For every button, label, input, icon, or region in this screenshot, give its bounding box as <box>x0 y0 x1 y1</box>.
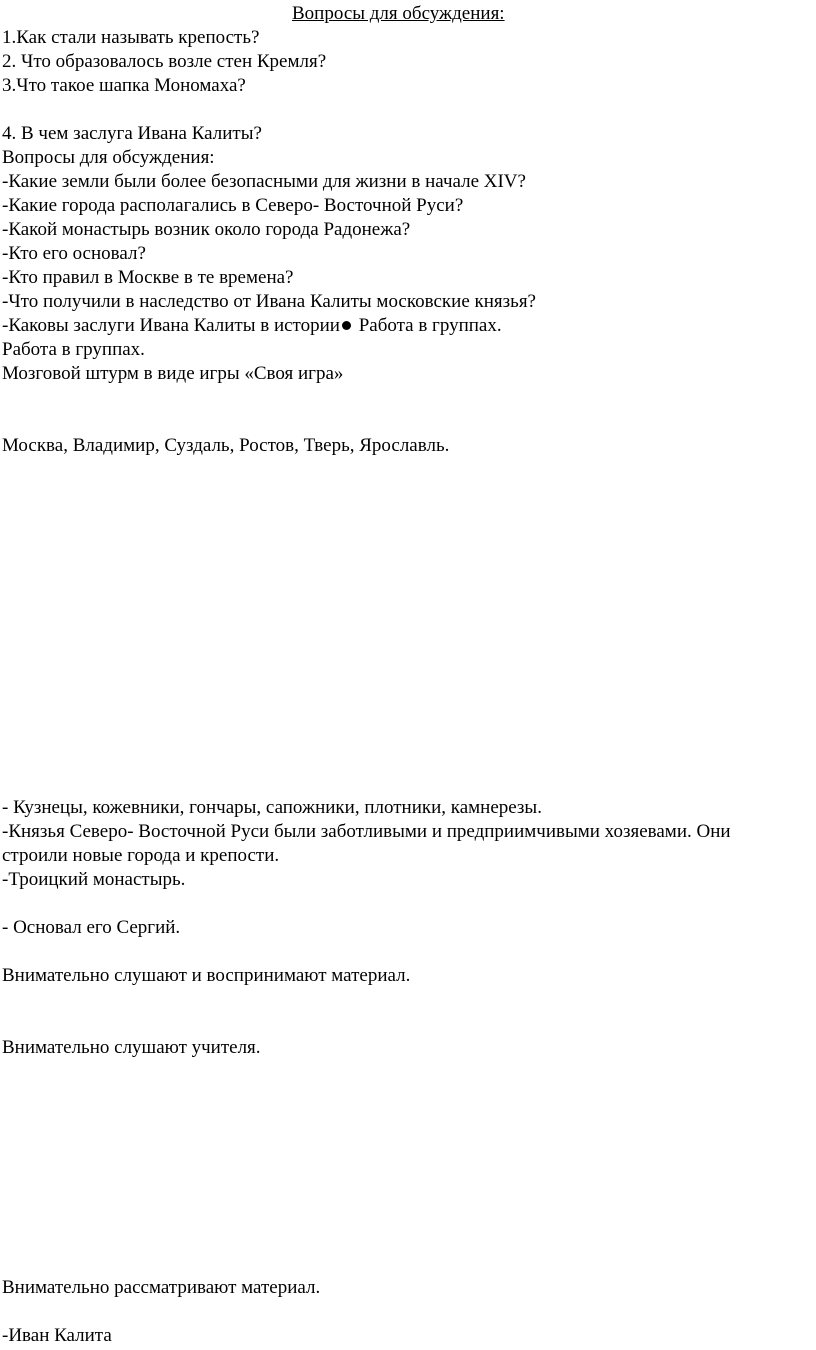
discussion-item: -Что получили в наследство от Ивана Калиты московские князья? <box>2 291 536 312</box>
note-examine-material: Внимательно рассматривают материал. <box>2 1277 321 1298</box>
answer-princes: -Князья Северо- Восточной Руси были заботливыми и предприимчивыми хозяевами. Они <box>2 821 731 842</box>
discussion-item: -Какой монастырь возник около города Радонежа? <box>2 219 411 240</box>
cities-list: Москва, Владимир, Суздаль, Ростов, Тверь, Ярославль. <box>2 435 450 456</box>
answer-monastery: -Троицкий монастырь. <box>2 869 186 890</box>
note-listen-teacher: Внимательно слушают учителя. <box>2 1037 261 1058</box>
question-3: 3.Что такое шапка Мономаха? <box>2 75 246 96</box>
answer-craftsmen: - Кузнецы, кожевники, гончары, сапожники, плотники, камнерезы. <box>2 797 542 818</box>
discussion-item: -Какие земли были более безопасными для жизни в начале XIV? <box>2 171 526 192</box>
merits-line <box>2 314 502 338</box>
question-2: 2. Что образовалось возле стен Кремля? <box>2 51 327 72</box>
note-listen-material: Внимательно слушают и воспринимают материал. <box>2 965 411 986</box>
bullet-icon <box>342 321 351 330</box>
discussion-heading: Вопросы для обсуждения: <box>2 147 215 168</box>
answer-princes-cont: строили новые города и крепости. <box>2 845 280 866</box>
merits-question: -Каковы заслуги Ивана Калиты в истории <box>2 315 340 336</box>
page-title: Вопросы для обсуждения: <box>292 3 505 24</box>
note-ivan-kalita: -Иван Калита <box>2 1325 112 1346</box>
group-work: Работа в группах. <box>2 339 145 360</box>
merits-group-work: Работа в группах. <box>353 315 502 336</box>
answer-founder: - Основал его Сергий. <box>2 917 181 938</box>
discussion-item: -Кто правил в Москве в те времена? <box>2 267 294 288</box>
question-4: 4. В чем заслуга Ивана Калиты? <box>2 123 262 144</box>
discussion-item: -Кто его основал? <box>2 243 146 264</box>
brainstorm: Мозговой штурм в виде игры «Своя игра» <box>2 363 344 384</box>
question-1: 1.Как стали называть крепость? <box>2 27 260 48</box>
discussion-item: -Какие города располагались в Северо- Восточной Руси? <box>2 195 464 216</box>
